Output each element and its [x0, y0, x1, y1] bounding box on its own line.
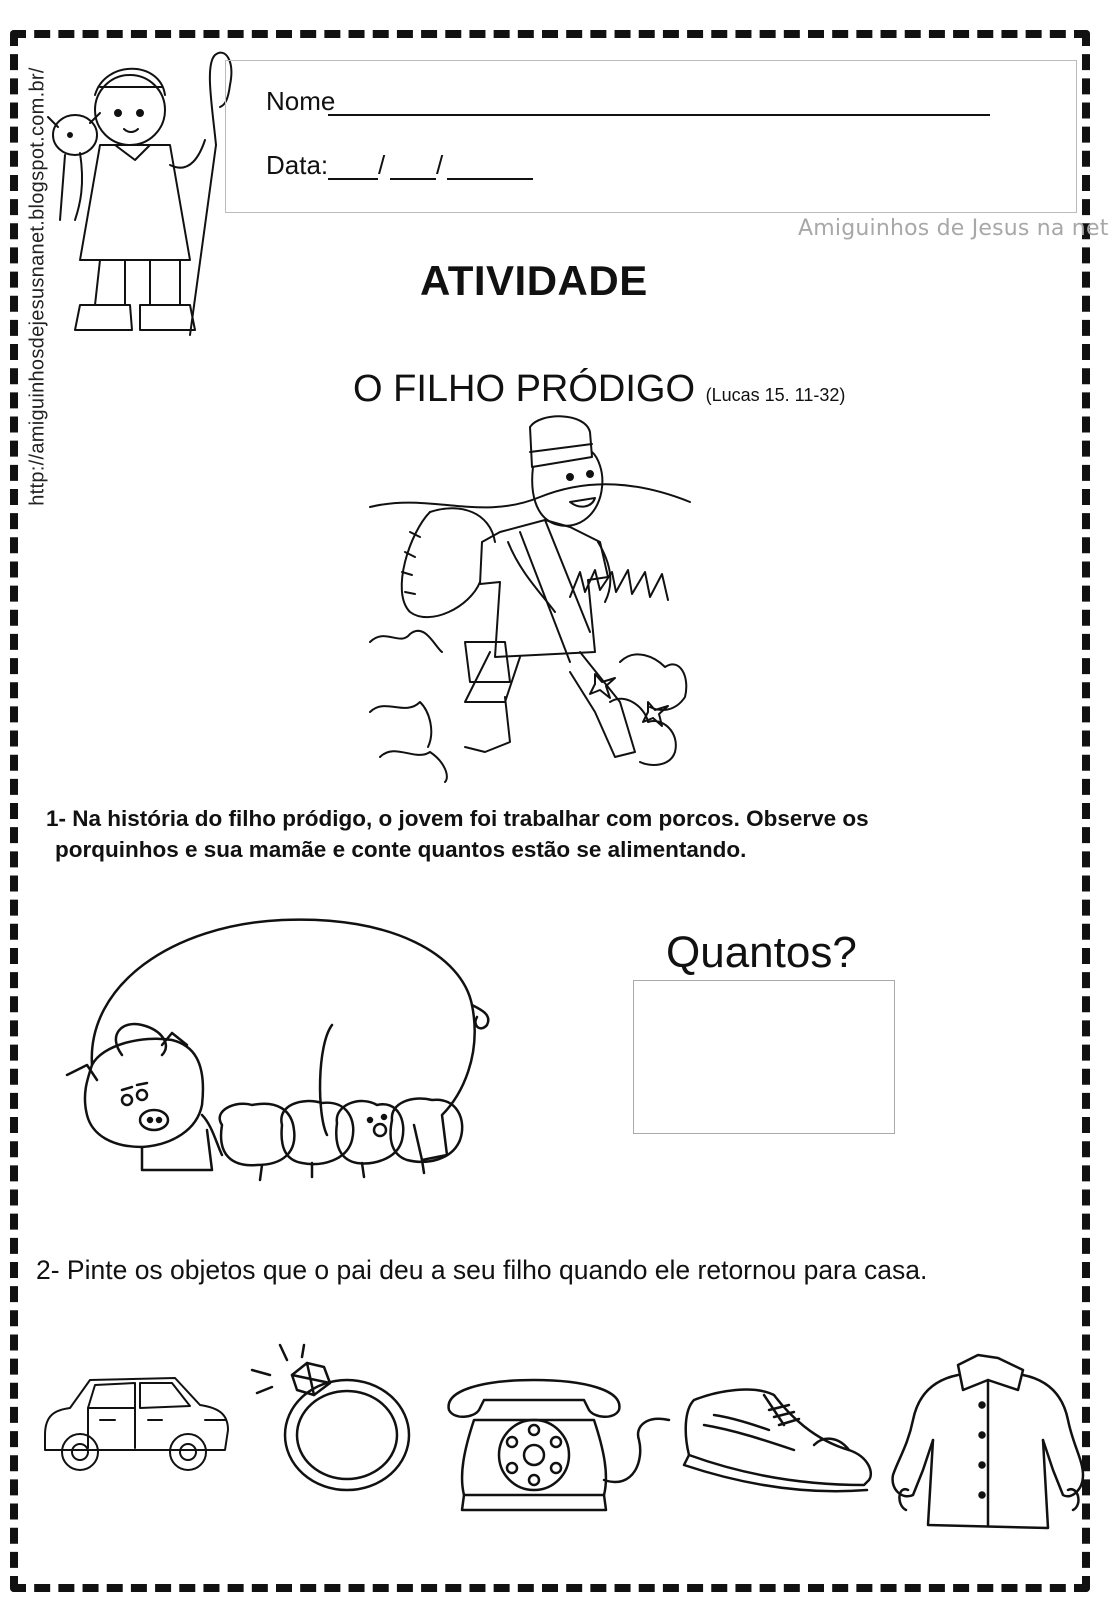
name-field-line[interactable] — [328, 114, 990, 116]
prodigal-son-illustration — [370, 412, 690, 782]
question-1-line-1: 1- Na história do filho pródigo, o jovem foi trabalhar com porcos. Observe os — [46, 806, 869, 831]
side-url-text: http://amiguinhosdejesusnanet.blogspot.com.br/ — [26, 67, 49, 506]
ring-illustration — [252, 1345, 412, 1495]
date-day-line[interactable] — [328, 178, 378, 180]
question-1-line-2: porquinhos e sua mamãe e conte quantos estão se alimentando. — [55, 837, 747, 862]
answer-box[interactable] — [633, 980, 895, 1134]
date-separator-1: / — [378, 150, 386, 180]
shirt-illustration — [888, 1350, 1088, 1530]
story-title — [353, 368, 845, 411]
page-title: ATIVIDADE — [420, 257, 648, 304]
telephone-illustration — [444, 1380, 674, 1515]
shepherd-boy-illustration — [40, 45, 230, 345]
watermark-text: Amiguinhos de Jesus na net — [798, 216, 1109, 241]
quantos-label: Quantos? — [666, 928, 857, 977]
story-title-text: O FILHO PRÓDIGO — [353, 368, 696, 410]
car-illustration — [40, 1370, 230, 1480]
date-year-line[interactable] — [447, 178, 533, 180]
date-month-line[interactable] — [390, 178, 436, 180]
student-info-box — [225, 60, 1077, 213]
date-separator-2: / — [436, 150, 444, 180]
mother-pig-illustration — [62, 915, 502, 1185]
name-label: Nome — [266, 86, 336, 116]
question-2: 2- Pinte os objetos que o pai deu a seu filho quando ele retornou para casa. — [36, 1255, 928, 1285]
date-label: Data: — [266, 150, 329, 180]
shoe-illustration — [684, 1385, 874, 1495]
bible-reference: (Lucas 15. 11-32) — [705, 385, 846, 405]
question-1 — [46, 803, 1076, 865]
